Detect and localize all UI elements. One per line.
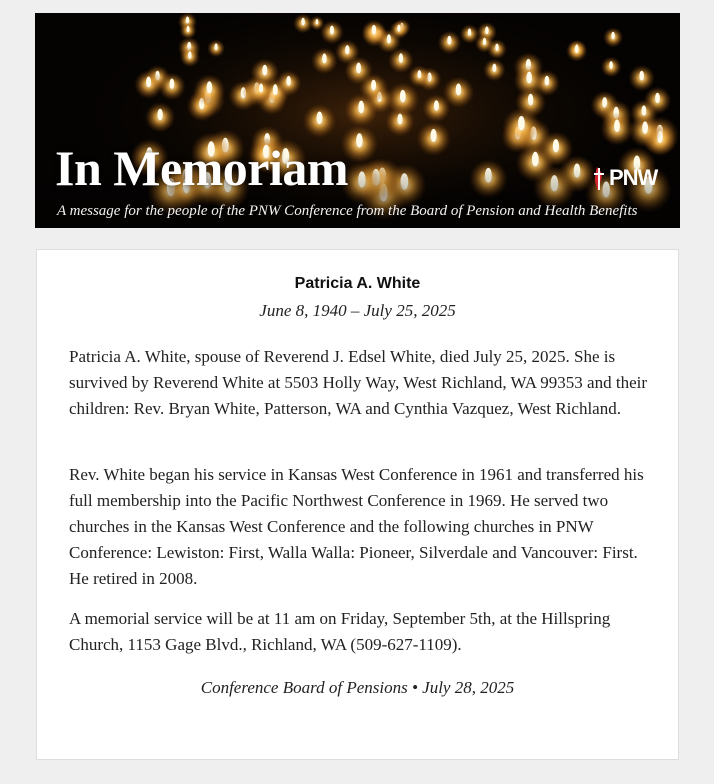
pnw-logo [591, 163, 661, 193]
banner-subtitle: A message for the people of the PNW Conference from the Board of Pension and Health Benefits [57, 203, 638, 219]
candle-flame [575, 45, 579, 53]
candle-flame [301, 18, 305, 26]
candle-flame [259, 83, 263, 92]
candle-flame [553, 139, 559, 152]
candle-flame [526, 72, 532, 84]
candle-flame [609, 61, 613, 69]
candle-flame [322, 53, 327, 63]
candle-flame [170, 79, 175, 89]
memorial-notice-card [36, 249, 679, 760]
candle-flame [317, 112, 323, 125]
deceased-name: Patricia A. White [294, 275, 421, 292]
candle-flame [468, 28, 471, 35]
notice-paragraph: Patricia A. White, spouse of Reverend J. Edsel White, died July 25, 2025. She is survived by Reverend White at 5503 Holly Way, West Richland, WA 99353 and their children: Rev. Bryan White, Patterson, WA and Cynthia Vazquez, West Richland. [69, 347, 647, 418]
candle-flame [447, 36, 451, 45]
candle-flame [262, 65, 267, 76]
candle-flame [397, 25, 400, 32]
candle-flame [372, 25, 376, 34]
candle-flame [528, 94, 533, 106]
candle-flame [316, 19, 319, 25]
signoff: Conference Board of Pensions • July 28, 2025 [200, 678, 515, 697]
candle-flame [358, 101, 364, 114]
cross-flame-icon [591, 165, 607, 191]
candle-flame [434, 100, 439, 111]
candle-flame [330, 26, 334, 35]
candle-flame [518, 116, 525, 130]
candle-flame [399, 53, 403, 63]
candle-flame [286, 76, 291, 86]
candle-flame [642, 121, 648, 133]
candle-flame [611, 32, 615, 40]
notice-paragraph: A memorial service will be at 11 am on Friday, September 5th, at the Hillspring Church, 1153 Gage Blvd., Richland, WA (509-627-1109). [69, 609, 611, 654]
candle-flame [188, 51, 192, 59]
candle-flame [495, 44, 498, 51]
life-dates: June 8, 1940 – July 25, 2025 [259, 301, 456, 320]
candle-flame [639, 71, 644, 81]
candle-flame [431, 129, 437, 142]
banner-title: In Memoriam [55, 140, 349, 196]
candle-flame [483, 38, 486, 45]
notice-paragraph: Rev. White began his service in Kansas West Conference in 1961 and transferred his full membership into the Pacific Northwest Conference in 1969. He served two churches in the Kansas West Conference and the following churches in PNW Conference: Lewiston: First, Walla Walla: Pioneer, Silverdale and Vancouver: First. He retired in 2008. [69, 465, 644, 588]
candle-flame [207, 81, 213, 93]
candle-flame [157, 109, 162, 120]
candle-flame [356, 133, 363, 147]
candle-flame [456, 84, 462, 96]
memoriam-banner [35, 13, 680, 228]
candle-flame [545, 76, 550, 86]
candle-flame [492, 64, 496, 72]
candle-flame [387, 34, 391, 43]
candle-flame [400, 90, 406, 102]
candle-flame [187, 26, 190, 32]
candle-flame [356, 63, 361, 74]
candle-flame [146, 77, 151, 88]
candle-flame [215, 43, 218, 50]
candle-flame [485, 27, 489, 35]
candle-flame [345, 45, 349, 54]
candle-flame [655, 93, 660, 103]
candle-flame [614, 120, 620, 132]
candle-flame [418, 70, 422, 78]
logo-text: PNW [609, 165, 658, 190]
candle-flame [371, 80, 376, 91]
